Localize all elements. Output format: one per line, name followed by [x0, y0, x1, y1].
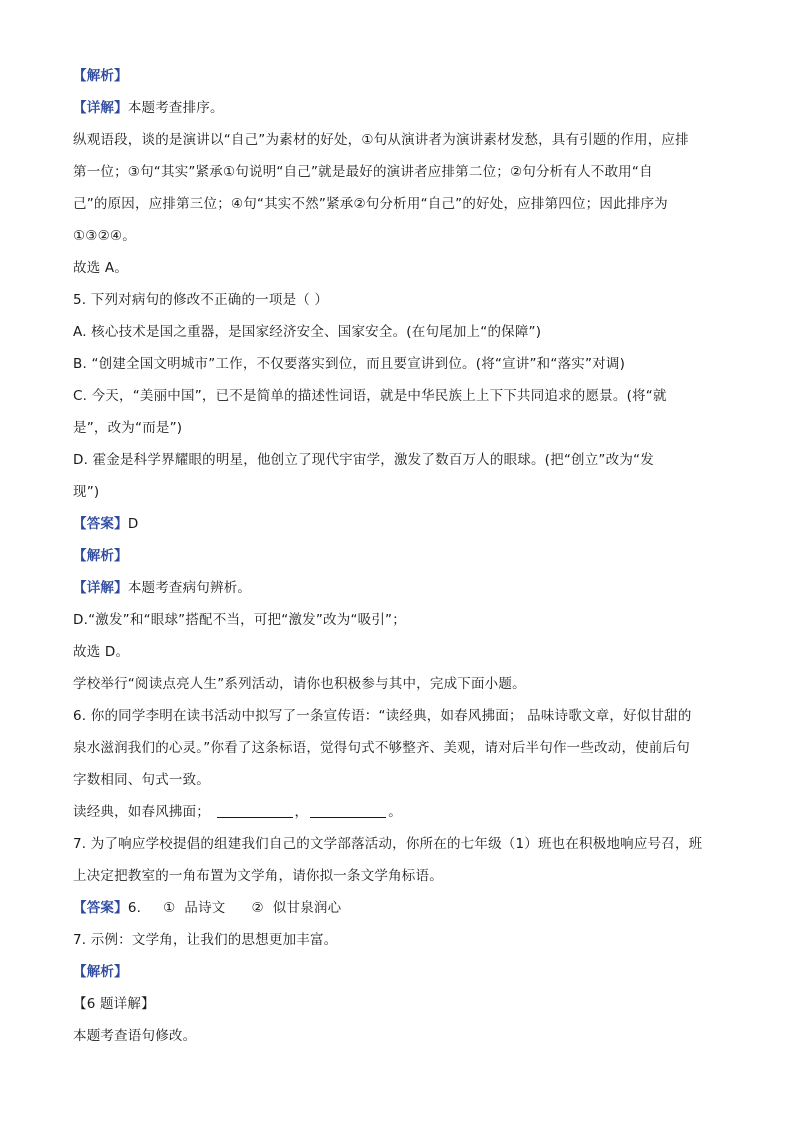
option-d-cont: 现”) [73, 484, 100, 500]
doc-line: 纵观语段，谈的是演讲以“自己”为素材的好处，①句从演讲者为演讲素材发愁，具有引题的作用，应排 [73, 132, 689, 148]
answer-blank-2[interactable] [310, 803, 386, 818]
option-a: A. 核心技术是国之重器，是国家经济安全、国家安全。(在句尾加上“的保障”) [73, 324, 542, 340]
answer-blank-1[interactable] [217, 803, 293, 818]
question-5: 5. 下列对病句的修改不正确的一项是（ ） [73, 292, 329, 308]
doc-line: 第一位；③句“其实”紧承①句说明“自己”就是最好的演讲者应排第二位；②句分析有人不敢用“自 [73, 164, 653, 180]
answer-mark-2: ② [251, 900, 264, 916]
question-7-cont: 上决定把教室的一角布置为文学角，请你拟一条文学角标语。 [73, 868, 443, 884]
doc-line: 己”的原因，应排第三位；④句“其实不然”紧承②句分析用“自己”的好处，应排第四位；因此排序为 [73, 196, 668, 212]
doc-line: D.“激发”和“眼球”搭配不当，可把“激发”改为“吸引”； [73, 612, 406, 628]
option-b: B. “创建全国文明城市”工作，不仅要落实到位，而且要宣讲到位。(将“宣讲”和“落实”对调) [73, 356, 626, 372]
answer-mark-1: ① [163, 900, 176, 916]
section-tag: 【解析】 [73, 548, 128, 564]
answer-line: 【答案】6. ① 品诗文 ② 似甘泉润心 [73, 900, 342, 916]
doc-line: 故选 D。 [73, 644, 130, 660]
fill-blank-line: 读经典，如春风拂面； ， 。 [73, 804, 402, 820]
doc-line: 【详解】本题考查病句辨析。 [73, 580, 252, 596]
doc-line: ①③②④。 [73, 228, 136, 244]
section-tag: 【解析】 [73, 68, 128, 84]
option-c: C. 今天，“美丽中国”，已不是简单的描述性词语，就是中华民族上上下下共同追求的愿景。(将“就 [73, 388, 667, 404]
section-tag: 【答案】 [73, 516, 128, 532]
doc-line: 学校举行“阅读点亮人生”系列活动，请你也积极参与其中，完成下面小题。 [73, 676, 526, 692]
doc-line: 本题考查语句修改。 [73, 1028, 197, 1044]
section-tag: 【详解】 [73, 580, 128, 596]
doc-line: 泉水滋润我们的心灵。”你看了这条标语，觉得句式不够整齐、美观，请对后半句作一些改动，使前后句 [73, 740, 690, 756]
answer-line: 【答案】D [73, 516, 139, 532]
question-7: 7. 为了响应学校提倡的组建我们自己的文学部落活动，你所在的七年级（1）班也在积极地响应号召，班 [73, 836, 703, 852]
doc-line: 字数相同、句式一致。 [73, 772, 210, 788]
doc-line: 7. 示例：文学角，让我们的思想更加丰富。 [73, 932, 338, 948]
doc-line [73, 546, 733, 566]
doc-line [73, 66, 733, 86]
question-6: 6. 你的同学李明在读书活动中拟写了一条宣传语：“读经典，如春风拂面； 品味诗歌文章，好似甘甜的 [73, 708, 692, 724]
doc-line: 【详解】本题考查排序。 [73, 100, 224, 116]
option-c-cont: 是”，改为“而是”) [73, 420, 183, 436]
option-d: D. 霍金是科学界耀眼的明星，他创立了现代宇宙学，激发了数百万人的眼球。(把“创立”改为“发 [73, 452, 654, 468]
section-tag: 【详解】 [73, 100, 128, 116]
doc-line: 故选 A。 [73, 260, 129, 276]
section-tag: 【解析】 [73, 964, 128, 980]
doc-line [73, 962, 733, 982]
section-tag: 【答案】 [73, 900, 128, 916]
doc-line: 【6 题详解】 [73, 996, 155, 1012]
